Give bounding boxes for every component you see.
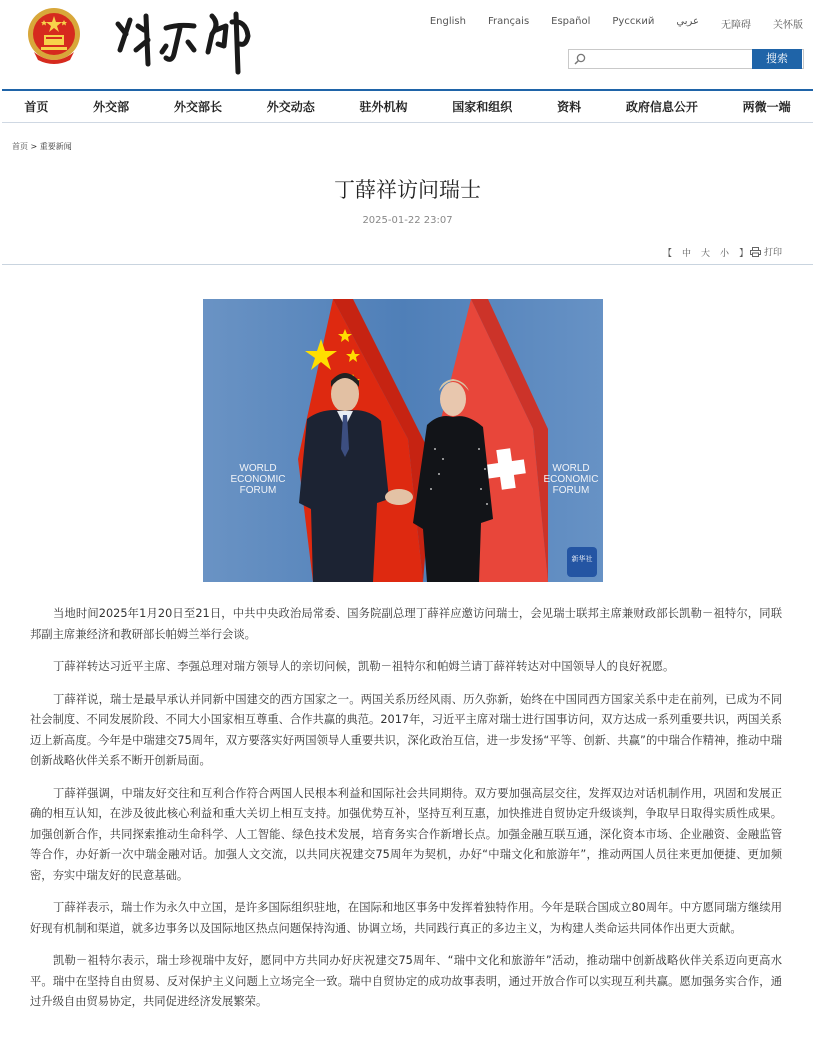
wef-logo-left-line2: ECONOMIC bbox=[230, 474, 286, 485]
lang-french-link[interactable]: Français bbox=[487, 16, 530, 27]
printer-icon bbox=[750, 247, 761, 257]
font-size-large-button[interactable]: 中 bbox=[682, 249, 692, 259]
print-button[interactable] bbox=[750, 245, 782, 258]
breadcrumb-separator: > bbox=[30, 142, 38, 151]
article-title: 丁薛祥访问瑞士 bbox=[334, 178, 481, 202]
lang-spanish-link[interactable]: Español bbox=[551, 16, 591, 27]
nav-item-resources[interactable]: 资料 bbox=[557, 100, 582, 114]
article-paragraph: 丁薛祥说，瑞士是最早承认并同新中国建交的西方国家之一。两国关系历经风雨、历久弥新，始终在中国同西方国家关系中走在前列，已成为不同社会制度、不同发展阶段、不同大小国家相互尊重、合作共赢的典范。2017年，习近平主席对瑞士进行国事访问，双方达成一系列重要共识，两国关系迈上新高度。今年是中瑞建交75周年，双方要落实好两国领导人重要共识，深化政治互信，进一步发扬“平等、创新、共赢”的中瑞合作精神，推动中瑞创新战略伙伴关系不断开创新局面。 bbox=[30, 692, 782, 767]
breadcrumb bbox=[12, 141, 72, 152]
nav-item-ministry[interactable]: 外交部 bbox=[93, 100, 130, 114]
nav-item-home[interactable]: 首页 bbox=[24, 100, 49, 114]
wef-logo-left-line3: FORUM bbox=[239, 485, 277, 496]
divider bbox=[2, 264, 813, 265]
care-mode-link[interactable]: 关怀版 bbox=[773, 20, 803, 31]
wef-logo-left-line1: WORLD bbox=[239, 463, 277, 474]
font-size-medium-button[interactable]: 大 bbox=[701, 249, 711, 259]
nav-item-weibo-wechat-app[interactable]: 两微一端 bbox=[742, 100, 791, 114]
accessibility-link[interactable]: 无障碍 bbox=[721, 20, 751, 31]
search-button[interactable]: 搜索 bbox=[752, 49, 802, 69]
font-bracket-open: 【 bbox=[663, 249, 673, 259]
breadcrumb-section-link[interactable]: 重要新闻 bbox=[39, 142, 72, 151]
article-date: 2025-01-22 23:07 bbox=[362, 215, 453, 226]
nav-item-missions-abroad[interactable]: 驻外机构 bbox=[359, 100, 408, 114]
article-photo bbox=[203, 299, 603, 582]
nav-item-government-info[interactable]: 政府信息公开 bbox=[625, 100, 698, 114]
article-paragraph: 丁薛祥表示，瑞士作为永久中立国，是许多国际组织驻地，在国际和地区事务中发挥着独特作用。今年是联合国成立80周年。中方愿同瑞方继续用好现有机制和渠道，就多边事务以及国际地区热点问题保持沟通、协调立场，共同践行真正的多边主义，为构建人类命运共同体作出更大贡献。 bbox=[30, 901, 782, 935]
nav-item-countries-organizations[interactable]: 国家和组织 bbox=[452, 100, 513, 114]
article-paragraph: 当地时间2025年1月20日至21日，中共中央政治局常委、国务院副总理丁薛祥应邀访问瑞士，会见瑞士联邦主席兼财政部长凯勒－祖特尔，同联邦副主席兼经济和教研部长帕姆兰举行会谈。 bbox=[30, 607, 782, 641]
national-emblem-icon[interactable] bbox=[26, 6, 82, 66]
search-input[interactable] bbox=[589, 50, 749, 68]
site-header bbox=[0, 0, 815, 88]
font-size-controls bbox=[658, 246, 753, 259]
main-nav bbox=[2, 89, 813, 123]
search-icon bbox=[573, 52, 587, 66]
wef-logo-right-line3: FORUM bbox=[552, 485, 590, 496]
article-paragraph: 凯勒－祖特尔表示，瑞士珍视瑞中友好，愿同中方共同办好庆祝建交75周年、“瑞中文化和旅游年”活动，推动瑞中创新战略伙伴关系迈向更高水平。瑞中在坚持自由贸易、反对保护主义问题上立场完全一致。瑞中自贸协定的成功故事表明，通过开放合作可以实现互利共赢。愿加强务实合作，通过升级自由贸易协定，共同促进经济发展繁荣。 bbox=[30, 954, 782, 1008]
wef-logo-right-line1: WORLD bbox=[552, 463, 590, 474]
lang-russian-link[interactable]: Русский bbox=[612, 16, 655, 27]
print-label: 打印 bbox=[764, 248, 783, 258]
article-body bbox=[30, 604, 782, 1025]
breadcrumb-home-link[interactable]: 首页 bbox=[12, 142, 28, 151]
ministry-calligraphy-logo[interactable] bbox=[108, 6, 258, 78]
article-paragraph: 丁薛祥强调，中瑞友好交往和互利合作符合两国人民根本利益和国际社会共同期待。双方要加强高层交往，发挥双边对话机制作用，巩固和发展正确的相互认知，在涉及彼此核心利益和重大关切上相互支持。加强优势互补，坚持互利互惠，加快推进自贸协定升级谈判，争取早日取得实质性成果。加强创新合作，共同探索推动生命科学、人工智能、绿色技术发展，培育务实合作新增长点。加强金融互联互通，深化资本市场、企业融资、金融监管等合作，办好新一次中瑞金融对话。加强人文交流，以共同庆祝建交75周年为契机，办好“中瑞文化和旅游年”，推动两国人员往来更加便捷、更加频密，夯实中瑞友好的民意基础。 bbox=[30, 786, 782, 882]
nav-item-diplomatic-news[interactable]: 外交动态 bbox=[266, 100, 315, 114]
font-size-small-button[interactable]: 小 bbox=[720, 249, 730, 259]
lang-arabic-link[interactable]: عربي bbox=[676, 16, 699, 27]
article-paragraph: 丁薛祥转达习近平主席、李强总理对瑞方领导人的亲切问候，凯勒－祖特尔和帕姆兰请丁薛祥转达对中国领导人的良好祝愿。 bbox=[53, 660, 675, 673]
xinhua-watermark-text: 新华社 bbox=[571, 555, 593, 563]
nav-item-minister[interactable]: 外交部长 bbox=[173, 100, 222, 114]
font-bracket-close: 】 bbox=[739, 249, 749, 259]
lang-english-link[interactable]: English bbox=[429, 16, 466, 27]
wef-logo-right-line2: ECONOMIC bbox=[543, 474, 599, 485]
language-bar bbox=[408, 16, 803, 31]
